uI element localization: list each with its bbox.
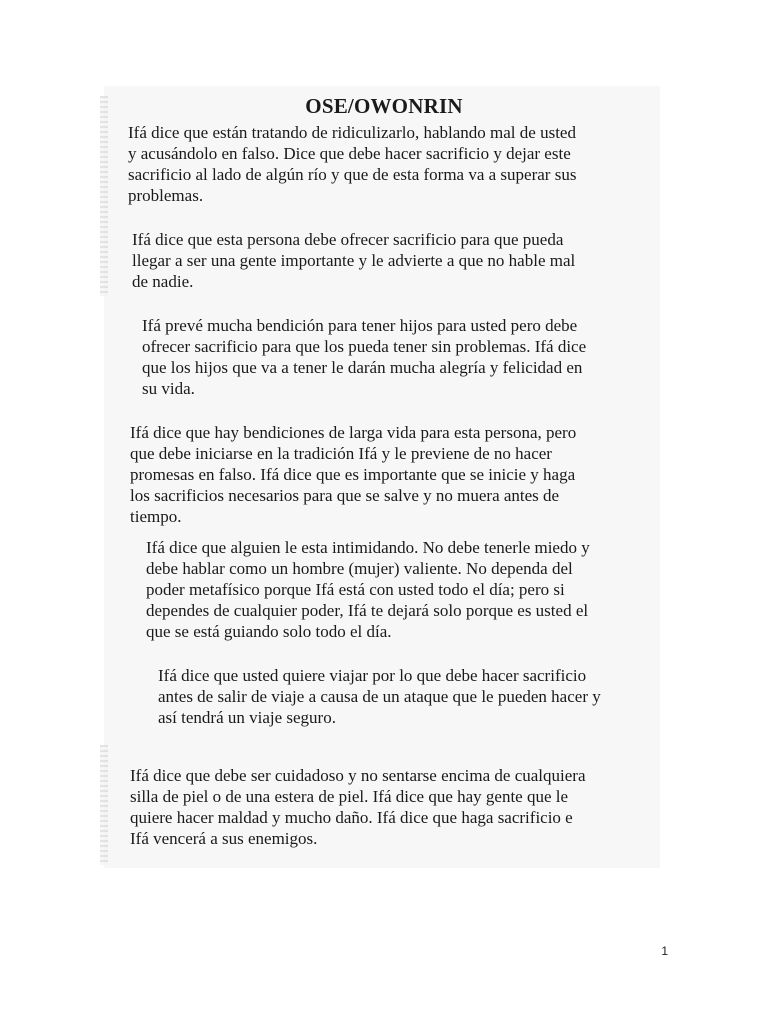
text-line: silla de piel o de una estera de piel. Ifá dice que hay gente que le — [130, 787, 569, 806]
text-line: debe hablar como un hombre (mujer) valiente. No dependa del — [146, 559, 573, 578]
paragraph-6 — [158, 665, 601, 728]
text-line: de nadie. — [132, 272, 194, 291]
text-line: Ifá dice que esta persona debe ofrecer sacrificio para que pueda — [132, 230, 564, 249]
text-line: Ifá dice que usted quiere viajar por lo que debe hacer sacrificio — [158, 666, 587, 685]
paragraph-3 — [142, 315, 586, 399]
text-line: su vida. — [142, 379, 195, 398]
page-title: OSE/OWONRIN — [305, 94, 463, 118]
text-line: Ifá dice que alguien le esta intimidando. No debe tenerle miedo y — [146, 538, 590, 557]
scan-edge-noise — [100, 745, 108, 865]
text-line: que los hijos que va a tener le darán mucha alegría y felicidad en — [142, 358, 583, 377]
text-line: que debe iniciarse en la tradición Ifá y le previene de no hacer — [130, 444, 552, 463]
text-line: llegar a ser una gente importante y le advierte a que no hable mal — [132, 251, 576, 270]
text-line: Ifá dice que hay bendiciones de larga vida para esta persona, pero — [130, 423, 577, 442]
text-line: Ifá dice que están tratando de ridiculizarlo, hablando mal de usted — [128, 123, 576, 142]
text-line: problemas. — [128, 186, 204, 205]
paragraph-5 — [146, 537, 590, 642]
text-line: ofrecer sacrificio para que los pueda tener sin problemas. Ifá dice — [142, 337, 587, 356]
text-line: los sacrificios necesarios para que se salve y no muera antes de — [130, 486, 560, 505]
text-line: así tendrá un viaje seguro. — [158, 708, 336, 727]
text-line: Ifá dice que debe ser cuidadoso y no sentarse encima de cualquiera — [130, 766, 586, 785]
text-line: sacrificio al lado de algún río y que de esta forma va a superar sus — [128, 165, 577, 184]
text-line: promesas en falso. Ifá dice que es importante que se inicie y haga — [130, 465, 576, 484]
text-line: que se está guiando solo todo el día. — [146, 622, 392, 641]
text-line: antes de salir de viaje a causa de un ataque que le pueden hacer y — [158, 687, 601, 706]
scan-edge-noise — [100, 96, 108, 296]
text-line: Ifá vencerá a sus enemigos. — [130, 829, 318, 848]
page-number: 1 — [661, 944, 668, 958]
text-line: tiempo. — [130, 507, 182, 526]
text-line: y acusándolo en falso. Dice que debe hacer sacrificio y dejar este — [128, 144, 571, 163]
text-line: quiere hacer maldad y mucho daño. Ifá dice que haga sacrificio e — [130, 808, 573, 827]
text-line: poder metafísico porque Ifá está con usted todo el día; pero si — [146, 580, 565, 599]
paragraph-4 — [130, 422, 576, 527]
paragraph-1 — [128, 122, 576, 206]
paragraph-2 — [132, 229, 575, 292]
paragraph-7 — [130, 765, 586, 849]
text-line: Ifá prevé mucha bendición para tener hijos para usted pero debe — [142, 316, 578, 335]
text-line: dependes de cualquier poder, Ifá te dejará solo porque es usted el — [146, 601, 589, 620]
